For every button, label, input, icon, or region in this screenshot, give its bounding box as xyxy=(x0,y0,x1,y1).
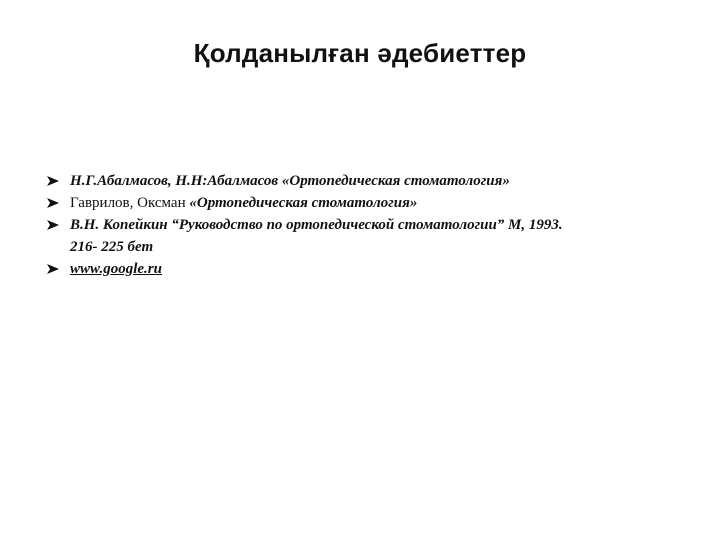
reference-link[interactable]: www.google.ru xyxy=(70,261,162,277)
reference-author: Гаврилов, Оксман xyxy=(70,195,186,211)
arrowhead-bullet-icon xyxy=(46,263,60,275)
reference-text-line2: 216- 225 бет xyxy=(70,239,154,255)
reference-work: «Ортопедическая стоматология» xyxy=(281,173,510,189)
arrowhead-bullet-icon xyxy=(46,197,60,209)
slide-title: Қолданылған әдебиеттер xyxy=(193,38,527,68)
reference-item xyxy=(46,170,686,192)
reference-item xyxy=(46,258,686,280)
reference-author: Н.Г.Абалмасов, Н.Н:Абалмасов xyxy=(70,173,279,189)
arrowhead-bullet-icon xyxy=(46,219,60,231)
reference-item xyxy=(46,192,686,214)
arrowhead-bullet-icon xyxy=(46,175,60,187)
reference-list xyxy=(46,170,686,280)
reference-work: «Ортопедическая стоматология» xyxy=(189,195,418,211)
reference-item xyxy=(46,214,686,258)
reference-text-line1: В.Н. Копейкин “Руководство по ортопедической стоматологии” М, 1993. xyxy=(70,217,563,233)
